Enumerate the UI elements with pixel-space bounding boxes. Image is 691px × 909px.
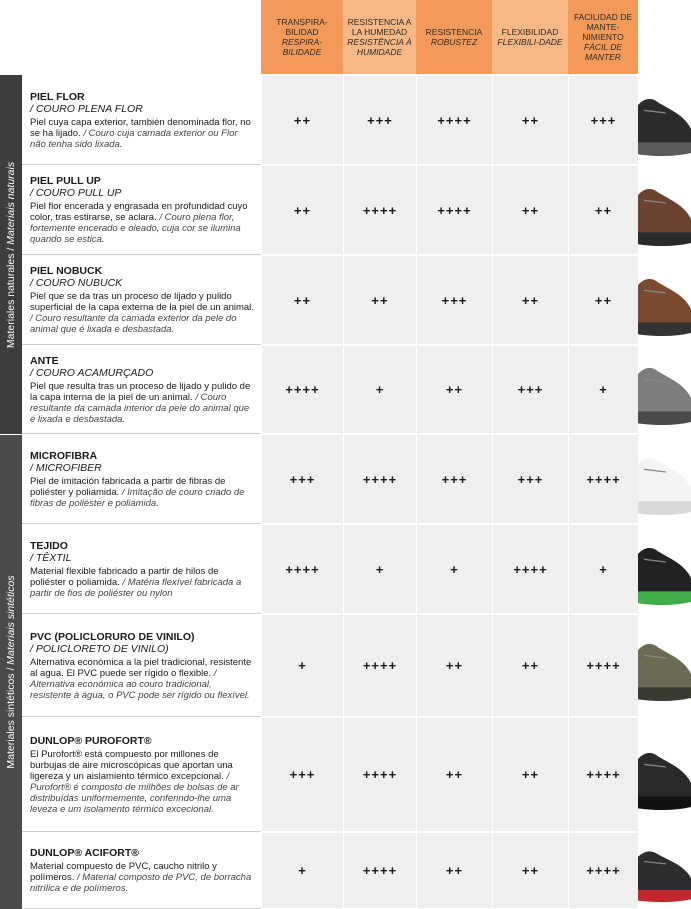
header-es: TRANSPIRA-BILIDAD <box>276 17 328 37</box>
rating-cell: ++++ <box>568 615 638 717</box>
shoe-icon <box>638 735 691 815</box>
group-es: Materiales naturales / <box>5 244 17 348</box>
rating-cell: + <box>568 525 638 614</box>
rating-cell: ++ <box>492 256 568 345</box>
group-label-synthetic <box>0 435 22 909</box>
table-row <box>22 165 691 255</box>
material-text <box>30 566 255 599</box>
material-text <box>30 291 255 335</box>
shoe-image <box>638 615 691 717</box>
rating-cell: +++ <box>416 435 492 524</box>
material-title <box>30 540 255 564</box>
rating-cell: ++ <box>416 718 492 832</box>
header-flexibilidad <box>492 0 568 74</box>
rating-cell: ++ <box>492 76 568 165</box>
material-text-pt: / Alternativa económica ao couro tradicional, resistente à água, o PVC pode ser rígido ou flexível. <box>30 667 250 701</box>
material-text <box>30 476 255 509</box>
table-row <box>22 717 691 832</box>
material-text-pt: / Couro resultante da camada exterior da pele do animal que é lixada e desbastada. <box>30 313 237 335</box>
table-row <box>22 832 691 909</box>
header-transpirabilidad <box>261 0 343 74</box>
table-row <box>22 434 691 524</box>
rating-cell: + <box>343 525 416 614</box>
shoe-icon <box>638 530 691 610</box>
rating-cell: +++ <box>568 76 638 165</box>
material-text-pt: / Matéria flexível fabricada a partir de fios de poliéster ou nylon <box>30 576 242 599</box>
rating-cell: ++ <box>492 166 568 255</box>
shoe-image <box>638 76 691 165</box>
material-text <box>30 381 255 425</box>
material-text-es: Material compuesto de PVC, caucho nitrilo y polímeros. <box>30 861 217 883</box>
rating-cell: ++ <box>568 166 638 255</box>
material-text <box>30 749 255 815</box>
shoe-image <box>638 435 691 524</box>
rating-cell: ++ <box>416 833 492 909</box>
shoe-icon <box>638 440 691 520</box>
material-text-es: Piel que resulta tras un proceso de lijado y pulido de la capa interna de la piel de un animal. <box>30 380 251 403</box>
material-description <box>22 718 261 832</box>
group-es: Materiales sintéticos / <box>5 664 17 769</box>
material-description <box>22 435 261 524</box>
shoe-icon <box>638 626 691 706</box>
material-title-pt: / COURO NUBUCK <box>30 277 123 289</box>
rating-cell: +++ <box>492 435 568 524</box>
material-text-pt: / Material composto de PVC, de borracha nitrílica e de polímeros. <box>30 872 252 894</box>
material-description <box>22 833 261 909</box>
material-text <box>30 117 255 150</box>
group-pt: Materiais naturais <box>5 161 17 245</box>
shoe-icon <box>638 261 691 341</box>
material-title <box>30 91 255 115</box>
material-text-pt: / Purofort® é composto de milhões de bolsas de ar distribuídas uniformemente, conferindo-lhe uma leveza e um isolamento térmico excecional. <box>30 770 239 815</box>
rating-cell: ++ <box>492 615 568 717</box>
header-pt: RESPIRA-BILIDADE <box>281 37 323 57</box>
rating-cell: ++ <box>261 256 343 345</box>
material-title-es: DUNLOP® ACIFORT® <box>30 847 139 859</box>
material-title-es: MICROFIBRA <box>30 449 98 462</box>
header-mantenimiento <box>568 0 638 74</box>
rating-cell: ++ <box>343 256 416 345</box>
material-description <box>22 615 261 717</box>
shoe-icon <box>638 836 691 907</box>
header-pt: ROBUSTEZ <box>430 37 478 47</box>
rating-cell: ++ <box>261 166 343 255</box>
rating-cell: + <box>261 833 343 909</box>
shoe-icon <box>638 171 691 251</box>
shoe-image <box>638 256 691 345</box>
material-text-es: Piel cuya capa exterior, también denominada flor, no se ha lijado. <box>30 116 251 139</box>
material-text-es: Alternativa económica a la piel tradicional, resistente al agua. El PVC puede ser rígido o flexible. <box>30 656 252 679</box>
shoe-icon <box>638 350 691 430</box>
rating-cell: +++ <box>492 346 568 434</box>
header-es: FACILIDAD DE MANTE-NIMIENTO <box>573 12 633 42</box>
header-pt: FLEXIBILI-DADE <box>497 37 563 47</box>
shoe-icon <box>638 81 691 161</box>
rating-cell: +++ <box>261 435 343 524</box>
rating-cell: ++++ <box>261 346 343 434</box>
material-title <box>30 735 255 747</box>
material-title-pt: / TÊXTIL <box>30 551 72 564</box>
group-label-natural <box>0 75 22 434</box>
rating-cell: +++ <box>261 718 343 832</box>
rating-cell: + <box>568 346 638 434</box>
rating-cell: ++ <box>416 615 492 717</box>
material-text-es: Piel flor encerada y engrasada en profundidad cuyo color, tras estirarse, se aclara. <box>30 201 248 223</box>
material-description <box>22 76 261 165</box>
header-es: FLEXIBILIDAD <box>501 27 559 37</box>
rating-cell: ++ <box>492 833 568 909</box>
material-title-es: TEJIDO <box>30 539 68 552</box>
shoe-image <box>638 346 691 434</box>
material-text-es: Material flexible fabricado a partir de hilos de poliéster o poliamida. <box>30 565 219 588</box>
material-text-es: Piel de imitación fabricada a partir de fibras de poliéster y poliamida. <box>30 475 226 498</box>
table-row <box>22 255 691 345</box>
rating-cell: + <box>416 525 492 614</box>
material-description <box>22 346 261 434</box>
material-text-pt: / Imitação de couro criado de fibras de poliéster e poliamida. <box>30 486 245 509</box>
material-title-es: DUNLOP® PUROFORT® <box>30 734 152 747</box>
material-title <box>30 175 255 199</box>
rating-cell: ++++ <box>261 525 343 614</box>
rating-cell: ++++ <box>492 525 568 614</box>
material-title-es: PIEL NOBUCK <box>30 265 103 277</box>
material-text <box>30 657 255 701</box>
material-title-pt: / COURO PULL UP <box>30 187 122 199</box>
header-es: RESISTENCIA <box>425 27 483 37</box>
table-row <box>22 345 691 434</box>
material-title-pt: / POLICLORETO DE VINILO) <box>30 642 169 655</box>
material-title-es: PIEL FLOR <box>30 90 85 103</box>
material-title-es: PIEL PULL UP <box>30 175 101 187</box>
rating-cell: ++++ <box>343 615 416 717</box>
rating-cell: + <box>343 346 416 434</box>
shoe-image <box>638 833 691 909</box>
rating-cell: + <box>261 615 343 717</box>
material-text <box>30 201 255 245</box>
header-pt: FÁCIL DE MANTER <box>583 42 623 62</box>
rating-cell: ++++ <box>343 718 416 832</box>
group-pt: Materiais sintéticos <box>5 575 17 665</box>
material-text-pt: / Couro resultante da camada interior da pele do animal que é lixada e desbastada. <box>30 391 250 425</box>
shoe-image <box>638 525 691 614</box>
rating-cell: ++++ <box>343 833 416 909</box>
material-text-es: Piel que se da tras un proceso de lijado y pulido superficial de la capa externa de la piel de un animal. <box>30 291 254 313</box>
material-title-es: PVC (POLICLORURO DE VINILO) <box>30 630 195 643</box>
rating-cell: ++ <box>416 346 492 434</box>
material-text <box>30 861 255 894</box>
rating-cell: ++++ <box>568 718 638 832</box>
material-title-pt: / MICROFIBER <box>30 461 102 474</box>
header-resistencia <box>416 0 492 74</box>
material-title-es: ANTE <box>30 354 59 367</box>
rating-cell: ++++ <box>568 833 638 909</box>
material-title <box>30 847 255 859</box>
material-text-es: El Purofort® está compuesto por millones de burbujas de aire microscópicas que aportan una ligereza y un aislamiento térmico excepcional. <box>30 748 233 782</box>
material-description <box>22 166 261 255</box>
material-text-pt: / Couro plena flor, fortemente encerado e oleado, cuja cor se ilumina quando se estica. <box>30 212 241 245</box>
material-title-pt: / COURO PLENA FLOR <box>30 102 143 115</box>
table-row <box>22 75 691 165</box>
rating-cell: ++ <box>261 76 343 165</box>
table-row <box>22 524 691 614</box>
rating-cell: ++++ <box>343 435 416 524</box>
material-title <box>30 355 255 379</box>
material-title <box>30 631 255 655</box>
material-title <box>30 450 255 474</box>
rating-cell: +++ <box>343 76 416 165</box>
material-description <box>22 525 261 614</box>
header-humedad <box>343 0 416 74</box>
rating-cell: ++++ <box>343 166 416 255</box>
rating-cell: +++ <box>416 256 492 345</box>
shoe-image <box>638 718 691 832</box>
shoe-image <box>638 166 691 255</box>
rating-cell: ++++ <box>416 166 492 255</box>
material-title <box>30 265 255 289</box>
rating-cell: ++++ <box>416 76 492 165</box>
table-row <box>22 614 691 717</box>
header-pt: RESISTÊNCIA À HUMIDADE <box>347 37 412 57</box>
rating-cell: ++++ <box>568 435 638 524</box>
material-description <box>22 256 261 345</box>
header-es: RESISTENCIA A LA HUMEDAD <box>347 17 412 37</box>
material-text-pt: / Couro cuja camada exterior ou Flor não tenha sido lixada. <box>30 127 238 150</box>
rating-cell: ++ <box>492 718 568 832</box>
rating-cell: ++ <box>568 256 638 345</box>
material-title-pt: / COURO ACAMURÇADO <box>30 366 154 379</box>
